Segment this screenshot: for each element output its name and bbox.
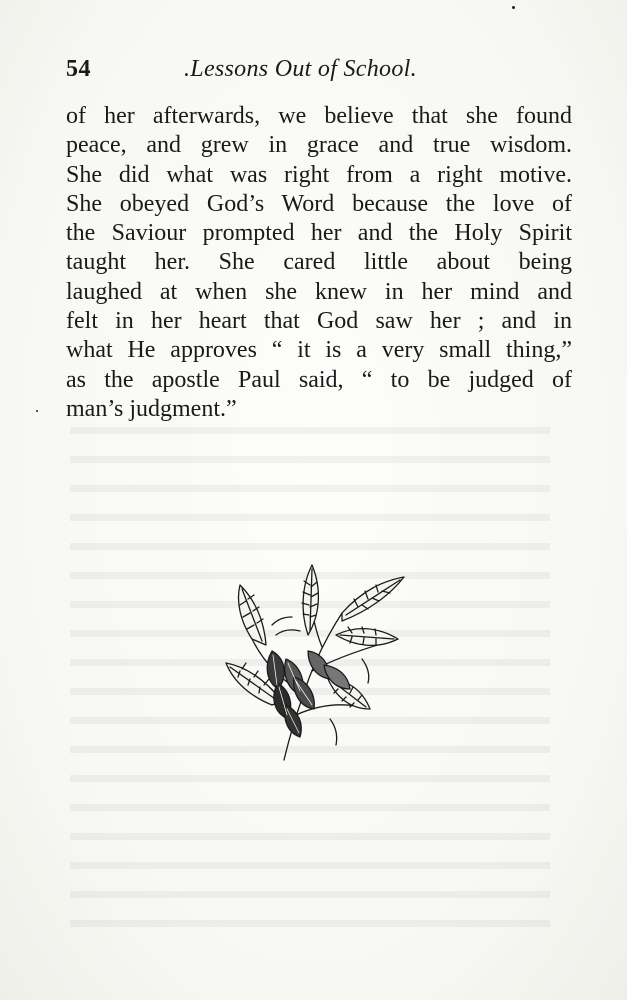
ink-speck: [512, 6, 515, 9]
text-line: laughed at when she knew in her mind and: [66, 278, 572, 305]
page-number: 54: [66, 56, 91, 82]
fern-leaves-illustration-icon: [212, 555, 412, 765]
running-title: .Lessons Out of School.: [184, 56, 417, 82]
text-line: as the apostle Paul said, “ to be judged of: [66, 366, 572, 393]
text-line: She did what was right from a right motive.: [66, 161, 572, 188]
text-line: peace, and grew in grace and true wisdom.: [66, 132, 572, 159]
text-line: taught her. She cared little about being: [66, 249, 572, 276]
text-line: She obeyed God’s Word because the love of: [66, 190, 572, 217]
text-line: felt in her heart that God saw her ; and in: [66, 308, 572, 335]
text-line: the Saviour prompted her and the Holy Spirit: [66, 220, 572, 247]
body-paragraph: [66, 102, 572, 424]
running-header: [66, 56, 566, 90]
ink-speck: [36, 410, 38, 412]
text-line: of her afterwards, we believe that she found: [66, 103, 572, 129]
text-line: what He approves “ it is a very small thing,”: [66, 337, 572, 364]
text-line: man’s judgment.”: [66, 395, 237, 422]
